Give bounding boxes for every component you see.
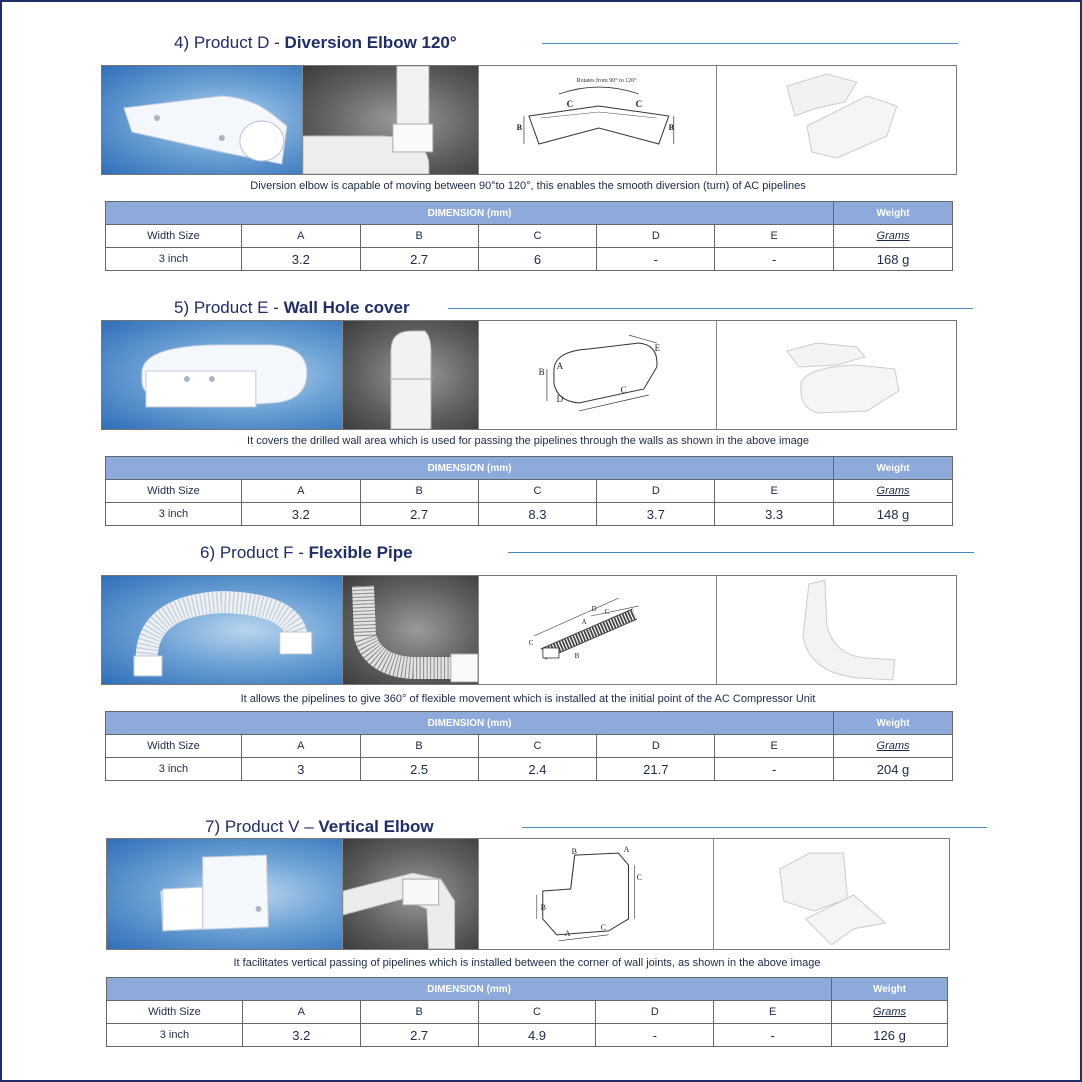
column-header: B — [360, 480, 478, 503]
diagram-label: C — [620, 385, 627, 395]
elbow-line-drawing-icon — [479, 66, 717, 174]
installed-photo — [303, 66, 479, 174]
wall-hole-cover-photo-icon — [102, 321, 342, 429]
diagram-label: D — [591, 605, 597, 613]
product-image-strip — [101, 65, 957, 175]
heading-rule — [542, 43, 958, 44]
table-cell: - — [596, 1024, 714, 1047]
table-cell: 148 g — [834, 503, 953, 526]
column-header: D — [597, 480, 715, 503]
product-name: Diversion Elbow 120° — [284, 33, 457, 52]
diagram-label: B — [516, 123, 522, 132]
table-cell: 3 inch — [106, 758, 242, 781]
dimension-table — [106, 977, 948, 1047]
column-header: A — [241, 480, 360, 503]
diagram-note: Rotates from 90° to 120° — [576, 78, 637, 84]
table-cell: 204 g — [834, 758, 953, 781]
table-cell: 3 inch — [106, 503, 242, 526]
diagram-label: B — [540, 903, 547, 912]
product-photo-blue — [107, 839, 343, 949]
table-cell: 6 — [478, 248, 597, 271]
section-heading-product-e — [174, 298, 410, 318]
section-heading-product-d — [174, 33, 457, 53]
table-cell: 2.5 — [360, 758, 478, 781]
table-header-row — [106, 712, 953, 735]
table-row — [106, 248, 953, 271]
dimension-diagram — [479, 321, 718, 429]
diagram-label: A — [564, 929, 571, 938]
section-heading-product-v — [205, 817, 434, 837]
column-header: Width Size — [107, 1001, 243, 1024]
product-image-strip — [106, 838, 950, 950]
diagram-label: B — [668, 123, 674, 132]
table-cell: 3 inch — [107, 1024, 243, 1047]
column-header: C — [478, 1001, 596, 1024]
weight-header: Weight — [834, 457, 953, 480]
installed-pipe-icon — [343, 576, 478, 684]
column-header: E — [715, 735, 834, 758]
column-header: Width Size — [106, 480, 242, 503]
diagram-label: A — [623, 845, 630, 854]
column-header: Width Size — [106, 735, 242, 758]
product-name: Vertical Elbow — [318, 817, 434, 836]
product-caption: It allows the pipelines to give 360° of flexible movement which is installed at the initial point of the AC Compressor Unit — [240, 693, 816, 705]
table-cell: 4.9 — [478, 1024, 596, 1047]
table-column-row — [107, 1001, 948, 1024]
column-header: E — [715, 225, 834, 248]
elbow-photo-icon — [102, 66, 302, 174]
table-cell: 3.7 — [597, 503, 715, 526]
dimension-diagram — [479, 66, 718, 174]
column-header: D — [597, 735, 715, 758]
installed-vertical-elbow-icon — [343, 839, 478, 949]
pipe-product-icon — [717, 576, 956, 684]
column-header: C — [478, 735, 597, 758]
column-header: E — [714, 1001, 832, 1024]
flexible-pipe-photo-icon — [102, 576, 342, 684]
diagram-label: E — [654, 343, 661, 353]
heading-rule — [448, 308, 973, 309]
column-header: D — [596, 1001, 714, 1024]
table-cell: 2.7 — [360, 248, 478, 271]
dimension-table — [105, 711, 953, 781]
table-header-row — [107, 978, 948, 1001]
product-photo-blue — [102, 66, 303, 174]
diagram-label: C — [600, 923, 607, 932]
cover-line-drawing-icon — [479, 321, 717, 429]
weight-header: Weight — [832, 978, 948, 1001]
product-parts-photo — [717, 576, 956, 684]
product-caption: It facilitates vertical passing of pipelines which is installed between the corner of wall joints, as shown in the above image — [233, 957, 821, 969]
table-cell: 3 — [241, 758, 360, 781]
installed-elbow-icon — [303, 66, 478, 174]
product-name: Flexible Pipe — [308, 543, 413, 562]
dimension-table — [105, 456, 953, 526]
table-cell: 126 g — [832, 1024, 948, 1047]
column-header: B — [360, 225, 478, 248]
heading-rule — [522, 827, 987, 828]
column-header: Grams — [834, 735, 953, 758]
installed-photo — [343, 321, 479, 429]
column-header: Grams — [834, 225, 953, 248]
table-row — [106, 503, 953, 526]
table-cell: 3.2 — [241, 503, 360, 526]
dimension-header: DIMENSION (mm) — [106, 202, 834, 225]
product-name: Wall Hole cover — [283, 298, 410, 317]
dimension-diagram — [479, 839, 714, 949]
column-header: B — [360, 1001, 478, 1024]
vertical-elbow-line-drawing-icon — [479, 839, 713, 949]
diagram-label: C — [528, 639, 534, 647]
product-parts-photo — [717, 66, 956, 174]
column-header: A — [241, 225, 360, 248]
product-parts-photo — [714, 839, 949, 949]
installed-photo — [343, 576, 479, 684]
column-header: C — [478, 225, 597, 248]
diagram-label: D — [556, 394, 564, 404]
table-cell: 8.3 — [478, 503, 597, 526]
product-photo-blue — [102, 576, 343, 684]
column-header: C — [478, 480, 597, 503]
product-parts-photo — [717, 321, 956, 429]
column-header: E — [715, 480, 834, 503]
diagram-label: A — [556, 361, 564, 371]
diagram-label: C — [636, 873, 643, 882]
heading-rule — [508, 552, 974, 553]
table-row — [107, 1024, 948, 1047]
column-header: Grams — [834, 480, 953, 503]
section-heading-product-f — [200, 543, 413, 563]
section-number: 5) Product E - — [174, 298, 284, 317]
dimension-table — [105, 201, 953, 271]
section-number: 4) Product D - — [174, 33, 285, 52]
diagram-label: C — [604, 608, 610, 616]
table-header-row — [106, 457, 953, 480]
installed-cover-icon — [343, 321, 478, 429]
weight-header: Weight — [834, 202, 953, 225]
column-header: D — [597, 225, 715, 248]
vertical-elbow-photo-icon — [107, 839, 342, 949]
dimension-header: DIMENSION (mm) — [106, 457, 834, 480]
table-cell: 21.7 — [597, 758, 715, 781]
dimension-header: DIMENSION (mm) — [106, 712, 834, 735]
section-number: 7) Product V – — [205, 817, 319, 836]
diagram-label: A — [581, 618, 587, 626]
table-column-row — [106, 735, 953, 758]
installed-photo — [343, 839, 479, 949]
table-cell: - — [715, 248, 834, 271]
table-cell: - — [715, 758, 834, 781]
diagram-label: B — [574, 652, 580, 660]
column-header: A — [242, 1001, 360, 1024]
table-cell: 2.4 — [478, 758, 597, 781]
diagram-label: B — [538, 367, 545, 377]
table-cell: 3.3 — [715, 503, 834, 526]
table-cell: 2.7 — [360, 1024, 478, 1047]
table-cell: 3.2 — [242, 1024, 360, 1047]
table-header-row — [106, 202, 953, 225]
cover-parts-icon — [717, 321, 956, 429]
column-header: A — [241, 735, 360, 758]
column-header: Grams — [832, 1001, 948, 1024]
table-cell: 3.2 — [241, 248, 360, 271]
column-header: Width Size — [106, 225, 242, 248]
table-cell: 2.7 — [360, 503, 478, 526]
table-cell: - — [597, 248, 715, 271]
table-row — [106, 758, 953, 781]
product-photo-blue — [102, 321, 343, 429]
table-cell: 3 inch — [106, 248, 242, 271]
elbow-parts-icon — [717, 66, 956, 174]
diagram-label: C — [566, 99, 574, 109]
product-image-strip — [101, 320, 957, 430]
product-caption: Diversion elbow is capable of moving between 90°to 120°, this enables the smooth diversion (turn) of AC pipelines — [250, 180, 806, 192]
table-cell: 168 g — [834, 248, 953, 271]
section-number: 6) Product F - — [200, 543, 309, 562]
table-column-row — [106, 225, 953, 248]
product-caption: It covers the drilled wall area which is used for passing the pipelines through the walls as shown in the above image — [247, 435, 809, 447]
product-image-strip — [101, 575, 957, 685]
diagram-label: B — [571, 847, 578, 856]
table-cell: - — [714, 1024, 832, 1047]
table-column-row — [106, 480, 953, 503]
column-header: B — [360, 735, 478, 758]
dimension-header: DIMENSION (mm) — [107, 978, 832, 1001]
weight-header: Weight — [834, 712, 953, 735]
vertical-elbow-parts-icon — [714, 839, 949, 949]
pipe-line-drawing-icon — [479, 576, 717, 684]
dimension-diagram — [479, 576, 718, 684]
diagram-label: C — [635, 99, 643, 109]
